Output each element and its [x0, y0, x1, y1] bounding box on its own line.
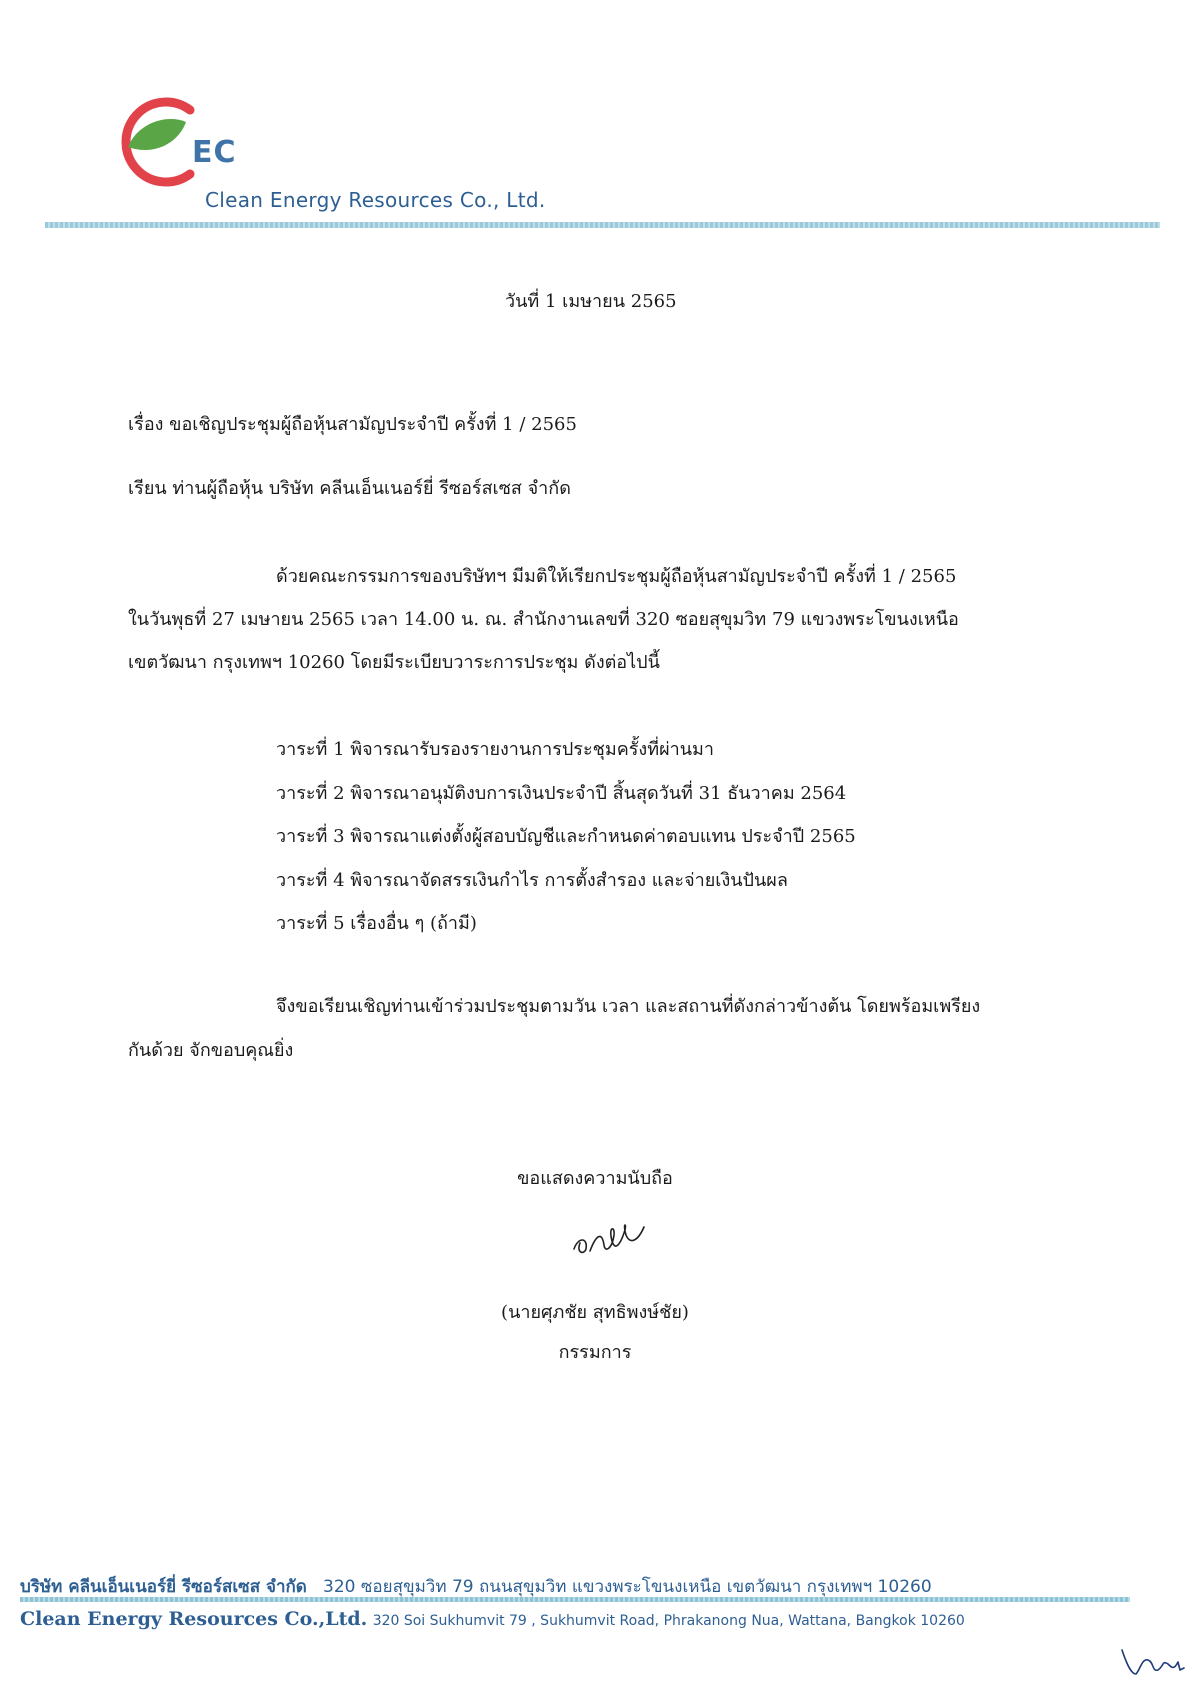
- company-name: Clean Energy Resources Co., Ltd.: [205, 188, 546, 212]
- handwritten-initials: [1118, 1640, 1186, 1680]
- footer-thai-address-text: 320 ซอยสุขุมวิท 79 ถนนสุขุมวิท แขวงพระโขนงเหนือ เขตวัฒนา กรุงเทพฯ 10260: [323, 1577, 932, 1597]
- header-divider: [45, 222, 1160, 228]
- letter-salutation: เรียน ท่านผู้ถือหุ้น บริษัท คลีนเอ็นเนอร์ยี่ รีซอร์สเซส จำกัด: [128, 478, 571, 499]
- agenda-item: วาระที่ 5 เรื่องอื่น ๆ (ถ้ามี): [276, 913, 477, 934]
- signer-position: กรรมการ: [558, 1342, 632, 1363]
- footer-divider: [20, 1597, 1130, 1602]
- agenda-item: วาระที่ 4 พิจารณาจัดสรรเงินกำไร การตั้งสำรอง และจ่ายเงินปันผล: [276, 869, 788, 891]
- agenda-item: วาระที่ 2 พิจารณาอนุมัติงบการเงินประจำปี สิ้นสุดวันที่ 31 ธันวาคม 2564: [276, 782, 847, 804]
- invitation-paragraph: [128, 555, 1053, 684]
- signer-name: (นายศุภชัย สุทธิพงษ์ชัย): [501, 1302, 689, 1323]
- agenda-item: วาระที่ 1 พิจารณารับรองรายงานการประชุมครั้งที่ผ่านมา: [276, 739, 715, 760]
- footer-english-address-text: 320 Soi Sukhumvit 79 , Sukhumvit Road, Phrakanong Nua, Wattana, Bangkok 10260: [372, 1613, 965, 1629]
- footer-english-address: [20, 1608, 965, 1630]
- agenda-list: [276, 728, 856, 946]
- handwritten-signature: [568, 1215, 658, 1260]
- footer-thai-company: บริษัท คลีนเอ็นเนอร์ยี่ รีซอร์สเซส จำกัด: [20, 1577, 307, 1597]
- paragraph-line: ในวันพุธที่ 27 เมษายน 2565 เวลา 14.00 น. ณ. สำนักงานเลขที่ 320 ซอยสุขุมวิท 79 แขวงพระโขนงเหนือ: [128, 609, 959, 630]
- regards-text: ขอแสดงความนับถือ: [517, 1168, 673, 1189]
- paragraph-line: เขตวัฒนา กรุงเทพฯ 10260 โดยมีระเบียบวาระการประชุม ดังต่อไปนี้: [128, 652, 660, 673]
- closing-paragraph: [128, 985, 980, 1073]
- footer-thai-address: [20, 1573, 932, 1600]
- logo-text: EC: [192, 135, 237, 170]
- letter-date: วันที่ 1 เมษายน 2565: [505, 291, 677, 312]
- letter-subject: เรื่อง ขอเชิญประชุมผู้ถือหุ้นสามัญประจำปี ครั้งที่ 1 / 2565: [128, 414, 577, 435]
- paragraph-line: ด้วยคณะกรรมการของบริษัทฯ มีมติให้เรียกประชุมผู้ถือหุ้นสามัญประจำปี ครั้งที่ 1 / 2565: [276, 566, 957, 587]
- footer-english-company: Clean Energy Resources Co.,Ltd.: [20, 1608, 368, 1630]
- closing-line: จึงขอเรียนเชิญท่านเข้าร่วมประชุมตามวัน เวลา และสถานที่ดังกล่าวข้างต้น โดยพร้อมเพรียง: [276, 996, 981, 1017]
- company-logo: [98, 92, 308, 192]
- closing-line: กันด้วย จักขอบคุณยิ่ง: [128, 1040, 294, 1061]
- logo-leaf-icon: [128, 119, 186, 150]
- agenda-item: วาระที่ 3 พิจารณาแต่งตั้งผู้สอบบัญชีและกำหนดค่าตอบแทน ประจำปี 2565: [276, 826, 856, 847]
